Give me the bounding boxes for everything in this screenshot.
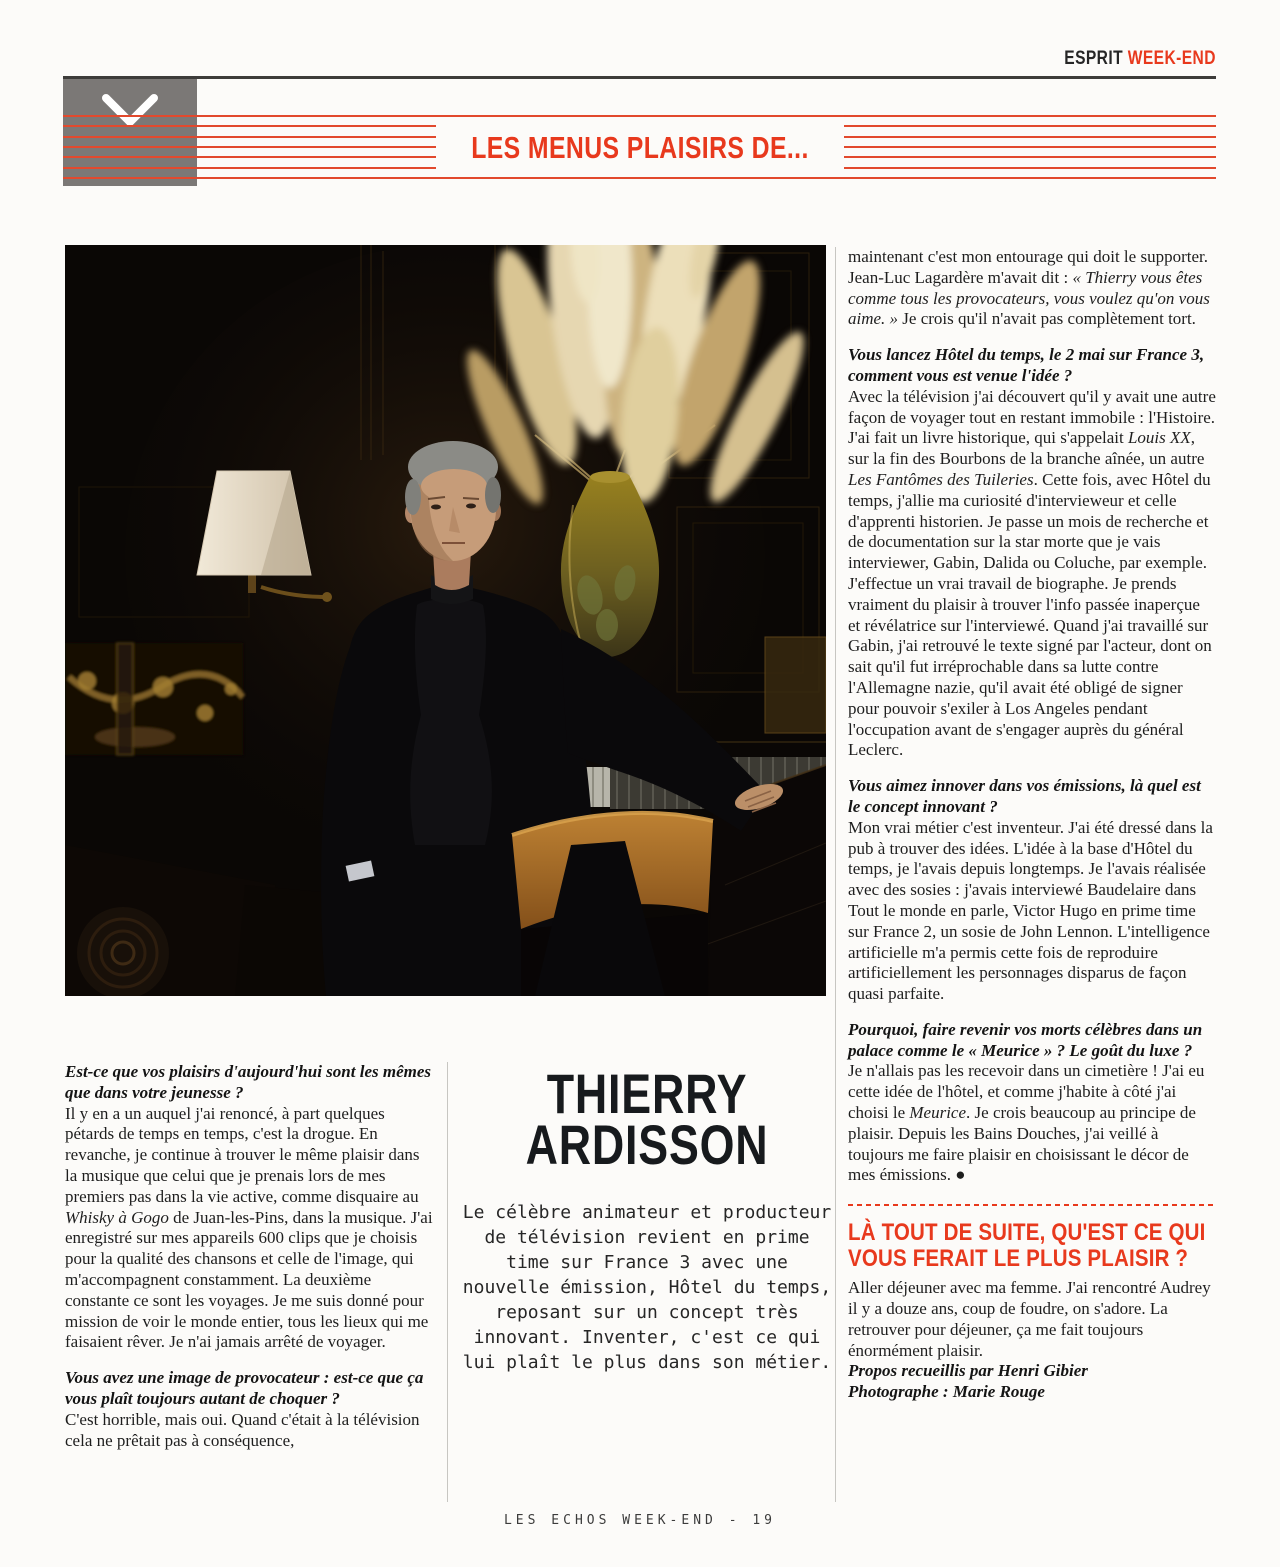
page-folio: LES ECHOS WEEK-END - 19 <box>503 1513 776 1528</box>
gilded-ornament <box>65 643 243 755</box>
highlight-question: LÀ TOUT DE SUITE, QU'EST CE QUI VOUS FERAIT LE PLUS PLAISIR ? <box>848 1219 1206 1273</box>
rubric-box <box>436 120 844 175</box>
interview-question: Vous aimez innover dans vos émissions, là quel est le concept innovant ? <box>848 776 1201 816</box>
interview-question: Est-ce que vos plaisirs d'aujourd'hui sont les mêmes que dans votre jeunesse ? <box>65 1062 432 1102</box>
article-column-left <box>65 1062 433 1451</box>
subject-last-name: ARDISSON <box>525 1113 769 1176</box>
portrait-photo <box>65 245 826 996</box>
portrait-illustration <box>65 245 826 996</box>
standfirst: Le célèbre animateur et producteur de télévision revient en prime time sur France 3 avec une nouvelle émission, Hôtel du temps, reposant sur un concept très innovant. Inventer, c'est ce qui lui plaît le plus dans son métier. <box>462 1202 832 1373</box>
section-kicker <box>1064 48 1216 70</box>
body-paragraph: Avec la télévision j'ai découvert qu'il y avait une autre façon de voyager tout en restant immobile : l'Histoire. J'ai fait un livre historique, qui s'appelait Louis XX, sur la fin des Bourbons de la branche aînée, un autre Les Fantômes des Tuileries. Cette fois, avec Hôtel du temps, j'allie ma curiosité d'intervieweur et celle d'apprenti historien. Je passe un mois de recherche et de documentation sur la star morte que je vais interviewer, Gabin, Dalida ou Coluche, par exemple. J'effectue un vrai travail de biographe. Je prends vraiment du plaisir à trouver l'info passée inaperçue et révélatrice sur l'interviewé. Quand j'ai travaillé sur Gabin, j'ai retrouvé le texte signé par l'acteur, dont on sait qu'il fut irréprochable dans sa lutte contre l'Allemagne nazie, qu'il avait été obligé de signer pour pouvoir s'exiler à Los Angeles pendant l'occupation avant de s'engager auprès du général Leclerc. <box>848 386 1216 760</box>
interview-question: Pourquoi, faire revenir vos morts célèbres dans un palace comme le « Meurice » ? Le goût du luxe ? <box>848 1019 1203 1060</box>
article-column-right <box>848 247 1216 1403</box>
interview-question: Vous lancez Hôtel du temps, le 2 mai sur France 3, comment vous est venue l'idée ? <box>848 345 1205 385</box>
feature-block <box>461 1062 833 1375</box>
credit-line: Propos recueillis par Henri Gibier <box>848 1361 1088 1381</box>
body-paragraph: Mon vrai métier c'est inventeur. J'ai été dressé dans la pub à trouver des idées. L'idée à la base d'Hôtel du temps, je l'avais depuis longtemps. Je l'avais réalisée avec des sosies : j'avais interviewé Baudelaire dans Tout le monde en parle, Victor Hugo en prime time sur France 2, un sosie de John Lennon. L'intelligence artificielle m'a permis cette fois de reproduire artificiellement les personnages disparus de façon quasi parfaite. <box>848 817 1213 1004</box>
header-rule <box>63 76 1216 79</box>
subject-first-name: THIERRY <box>546 1062 748 1125</box>
subject-name <box>461 1062 833 1176</box>
dashed-separator <box>848 1204 1216 1206</box>
rubric-line <box>63 177 1216 179</box>
body-paragraph: Aller déjeuner avec ma femme. J'ai rencontré Audrey il y a douze ans, coup de foudre, on s'adore. La retrouver pour déjeuner, ça me fait toujours énormément plaisir. <box>848 1278 1211 1360</box>
credit-line: Photographe : Marie Rouge <box>848 1382 1045 1402</box>
body-paragraph: C'est horrible, mais oui. Quand c'était à la télévision cela ne prêtait pas à conséquence, <box>65 1409 420 1450</box>
rubric-title: LES MENUS PLAISIRS DE... <box>471 129 809 165</box>
section-marker-box <box>63 76 197 186</box>
rubric-line <box>63 115 1216 117</box>
interview-question: Vous avez une image de provocateur : est-ce que ça vous plaît toujours autant de choquer ? <box>65 1368 424 1408</box>
column-rule <box>835 247 836 1502</box>
body-paragraph: Je n'allais pas les recevoir dans un cimetière ! J'ai eu cette idée de l'hôtel, et comme j'habite à côté j'ai choisi le Meurice. Je crois beaucoup au principe de plaisir. Depuis les Bains Douches, j'ai veillé à toujours me faire plaisir en choisissant le décor de mes émissions. ● <box>848 1061 1205 1185</box>
body-paragraph: maintenant c'est mon entourage qui doit le supporter. Jean-Luc Lagardère m'avait dit : « Thierry vous êtes comme tous les provocateurs, vous voulez qu'on vous aime. » Je crois qu'il n'avait pas complètement tort. <box>848 247 1210 329</box>
kicker-esprit: ESPRIT <box>1064 48 1128 69</box>
body-paragraph: Il y en a un auquel j'ai renoncé, à part quelques pétards de temps en temps, c'est la drogue. En revanche, je continue à trouver le même plaisir dans la musique que celui que je prenais lors de mes premiers pas dans la vie active, comme disquaire au Whisky à Gogo de Juan-les-Pins, dans la musique. J'ai enregistré sur mes appareils 600 clips que je choisis pour la qualité des chansons et celle de l'image, qui m'accompagnent constamment. La deuxième constante ce sont les voyages. Je me suis donné pour mission de voir le monde entier, tous les lieux qui me faisaient rêver. Je n'ai jamais arrêté de voyager. <box>65 1103 433 1352</box>
column-rule <box>447 1062 448 1502</box>
kicker-weekend: WEEK-END <box>1127 48 1216 69</box>
